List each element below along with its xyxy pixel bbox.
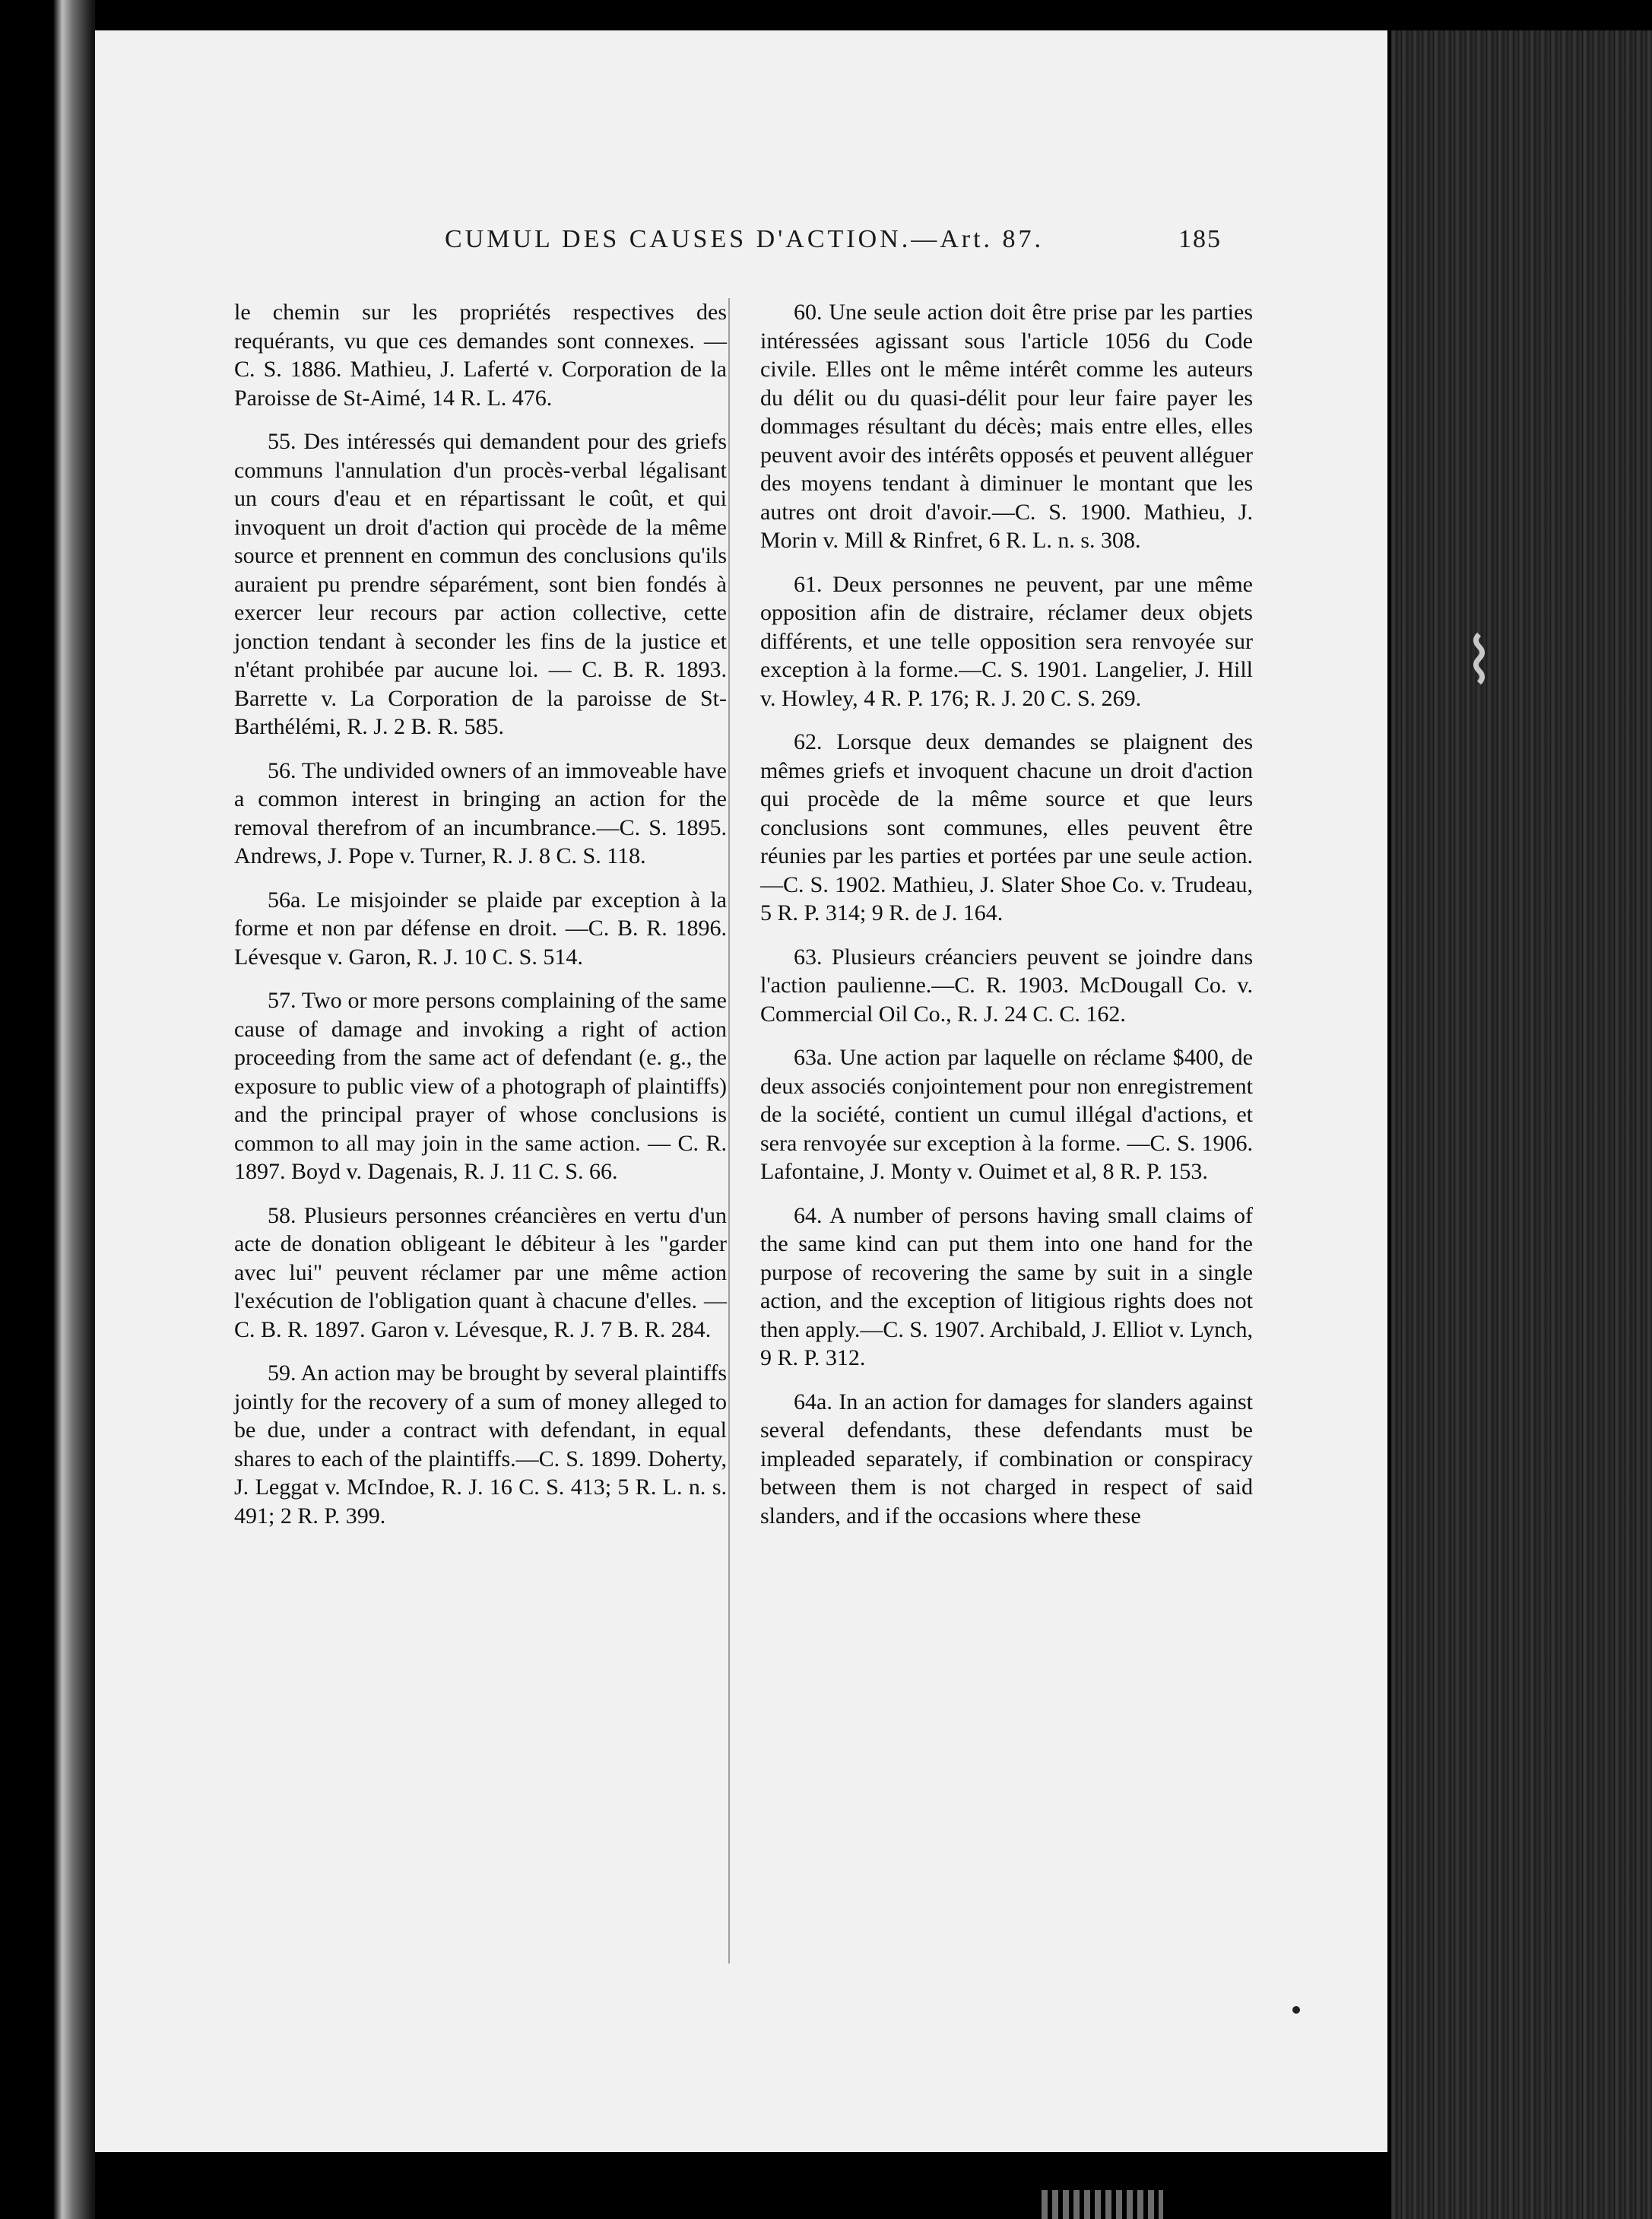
paragraph-63a: 63a. Une action par laquelle on réclame $400, de deux associés conjointement pour non enregistrement de la société, contient un cumul illégal d'actions, et sera renvoyée sur exception à la forme. —C. S. 1906. Lafontaine, J. Monty v. Ouimet et al, 8 R. P. 153. — [760, 1045, 1253, 1184]
paragraph-56: 56. The undivided owners of an immoveable have a common interest in bringing an action for the removal therefrom of an incumbrance.—C. S. 1895. Andrews, J. Pope v. Turner, R. J. 8 C. S. 118. — [234, 757, 727, 868]
ink-dot — [1292, 2006, 1300, 2014]
right-column — [760, 298, 1253, 1545]
column-divider — [728, 298, 730, 1963]
book-spine — [1391, 30, 1652, 2219]
paragraph-56a: 56a. Le misjoinder se plaide par exception à la forme et non par défense en droit. —C. B. R. 1896. Lévesque v. Garon, R. J. 10 C. S. 514. — [234, 887, 727, 970]
paragraph-63: 63. Plusieurs créanciers peuvent se joindre dans l'action paulienne.—C. R. 1903. McDougall Co. v. Commercial Oil Co., R. J. 24 C. C. 162. — [760, 944, 1253, 1027]
scan-artifact — [1042, 2190, 1163, 2219]
paragraph-64a: 64a. In an action for damages for slanders against several defendants, these defendants must be impleaded separately, if combination or conspiracy between them is not charged in respect of said slanders, and if the occasions where these — [760, 1389, 1253, 1529]
paragraph-60: 60. Une seule action doit être prise par les parties intéressées agissant sous l'article 1056 du Code civile. Elles ont le même intérêt comme les auteurs du délit ou du quasi-délit pour leur faire payer les dommages résultant du décès; mais entre elles, elles peuvent avoir des intérêts opposés et peuvent alléguer des moyens tendant à diminuer le montant que les autres ont droit d'avoir.—C. S. 1900. Mathieu, J. Morin v. Mill & Rinfret, 6 R. L. n. s. 308. — [760, 300, 1253, 553]
book-left-edge — [0, 0, 95, 2219]
page-number: 185 — [1178, 225, 1222, 253]
pencil-mark-icon: ⌇ — [1463, 624, 1495, 698]
running-head: CUMUL DES CAUSES D'ACTION.—Art. 87. — [445, 225, 1045, 253]
paragraph-55: 55. Des intéressés qui demandent pour des griefs communs l'annulation d'un procès-verbal légalisant un cours d'eau et en répartissant le coût, et qui invoquent un droit d'action qui procède de la même source et prennent en commun des conclusions qu'ils auraient pu prendre séparément, sont bien fondés à exercer leur recours par action collective, cette jonction tendant à seconder les fins de la justice et n'étant prohibée par aucune loi. — C. B. R. 1893. Barrette v. La Corporation de la paroisse de St-Barthélémi, R. J. 2 B. R. 585. — [234, 429, 727, 739]
paragraph-64: 64. A number of persons having small claims of the same kind can put them into one hand for the purpose of recovering the same by suit in a single action, and the exception of litigious rights does not then apply.—C. S. 1907. Archibald, J. Elliot v. Lynch, 9 R. P. 312. — [760, 1202, 1253, 1370]
left-column — [234, 298, 727, 1545]
paragraph-57: 57. Two or more persons complaining of the same cause of damage and invoking a right of action proceeding from the same act of defendant (e. g., the exposure to public view of a photograph of plaintiffs) and the principal prayer of whose conclusions is common to all may join in the same action. — C. R. 1897. Boyd v. Dagenais, R. J. 11 C. S. 66. — [234, 988, 727, 1184]
paragraph-62: 62. Lorsque deux demandes se plaignent des mêmes griefs et invoquent chacune un droit d'action qui procède de la même source et que leurs conclusions sont communes, elles peuvent être réunies par les parties et portées par une seule action.—C. S. 1902. Mathieu, J. Slater Shoe Co. v. Trudeau, 5 R. P. 314; 9 R. de J. 164. — [760, 729, 1253, 925]
paragraph-58: 58. Plusieurs personnes créancières en vertu d'un acte de donation obligeant le débiteur à les "garder avec lui" peuvent réclamer par une même action l'exécution de l'obligation quant à chacune d'elles. —C. B. R. 1897. Garon v. Lévesque, R. J. 7 B. R. 284. — [234, 1202, 727, 1342]
paragraph-61: 61. Deux personnes ne peuvent, par une même opposition afin de distraire, réclamer deux objets différents, et une telle opposition sera renvoyée sur exception à la forme.—C. S. 1901. Langelier, J. Hill v. Howley, 4 R. P. 176; R. J. 20 C. S. 269. — [760, 571, 1253, 711]
paragraph-59: 59. An action may be brought by several plaintiffs jointly for the recovery of a sum of money alleged to be due, under a contract with defendant, in equal shares to each of the plaintiffs.—C. S. 1899. Doherty, J. Leggat v. McIndoe, R. J. 16 C. S. 413; 5 R. L. n. s. 491; 2 R. P. 399. — [234, 1360, 727, 1529]
paragraph-continued: le chemin sur les propriétés respectives des requérants, vu que ces demandes sont connexes. — C. S. 1886. Mathieu, J. Laferté v. Corporation de la Paroisse de St-Aimé, 14 R. L. 476. — [234, 300, 727, 411]
